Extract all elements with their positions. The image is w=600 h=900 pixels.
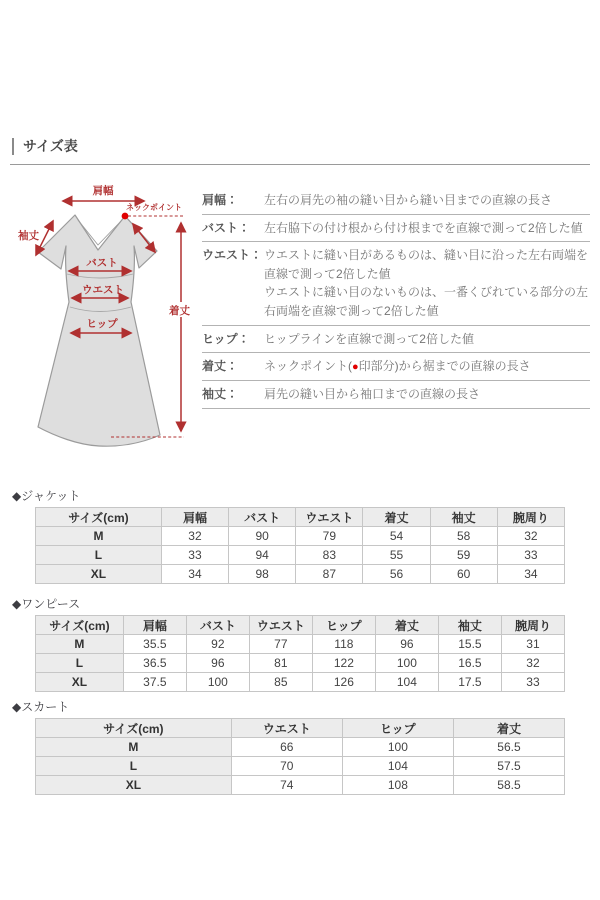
table-row [36,565,565,584]
section-label-onepiece: ◆ワンピース [12,597,81,611]
table-row [36,776,565,795]
size-label-cell: L [36,546,162,565]
value-cell: 16.5 [438,654,501,673]
value-cell: 104 [375,673,438,692]
definition-term: 肩幅： [202,193,239,207]
definition-row-sleeve [202,381,590,409]
definition-text: 左右の肩先の袖の縫い目から縫い目までの直線の長さ [264,193,553,207]
value-cell: 87 [296,565,363,584]
header-row [36,508,565,527]
definition-term: ウエスト： [202,248,263,263]
value-cell: 32 [497,527,564,546]
definition-row-waist [202,242,590,325]
value-cell: 58.5 [453,776,564,795]
value-cell: 32 [161,527,228,546]
definition-row-length [202,353,590,381]
definition-term: ヒップ： [202,331,250,346]
jacket-size-table [35,507,565,584]
value-cell: 32 [501,654,564,673]
column-header: 肩幅 [161,508,228,527]
value-cell: 96 [186,654,249,673]
value-cell: 92 [186,635,249,654]
definition-text: 左右脇下の付け根から付け根までを直線で測って2倍した値 [264,220,583,235]
value-cell: 108 [342,776,453,795]
size-label-cell: XL [36,673,124,692]
value-cell: 54 [363,527,430,546]
garment-length-label: 着丈 [169,305,190,317]
column-header: ウエスト [296,508,363,527]
value-cell: 15.5 [438,635,501,654]
size-label-cell: M [36,527,162,546]
value-cell: 56 [363,565,430,584]
measurement-definitions [202,187,590,409]
dress-measurement-diagram [10,180,202,470]
column-header: 腕周り [497,508,564,527]
jacket-section [10,487,590,584]
value-cell: 33 [497,546,564,565]
column-header: 肩幅 [123,616,186,635]
value-cell: 33 [161,546,228,565]
column-header: ウエスト [231,719,342,738]
skirt-section [10,698,590,795]
definition-text [264,246,590,320]
value-cell: 77 [249,635,312,654]
column-header: 着丈 [375,616,438,635]
definition-row-hip [202,326,590,354]
value-cell: 33 [501,673,564,692]
title-divider [10,164,590,165]
column-header: 着丈 [453,719,564,738]
value-cell: 36.5 [123,654,186,673]
size-label-cell: L [36,757,232,776]
value-cell: 35.5 [123,635,186,654]
value-cell: 98 [229,565,296,584]
red-dot-mark: ● [352,361,359,374]
header-row [36,719,565,738]
value-cell: 55 [363,546,430,565]
length-definition-post: 印部分)から裾までの直線の長さ [358,359,531,374]
neck-point-dot [122,213,129,220]
value-cell: 81 [249,654,312,673]
bust-label: バスト [86,257,118,269]
page-title: サイズ表 [12,138,590,155]
value-cell: 31 [501,635,564,654]
value-cell: 96 [375,635,438,654]
value-cell: 70 [231,757,342,776]
size-label-cell: M [36,635,124,654]
definition-row-bust [202,215,590,243]
table-row [36,673,565,692]
measurement-guide-section [10,180,590,470]
value-cell: 83 [296,546,363,565]
waist-label: ウエスト [82,284,124,296]
hip-label: ヒップ [86,318,118,330]
size-label-cell: M [36,738,232,757]
size-label-cell: XL [36,776,232,795]
value-cell: 74 [231,776,342,795]
column-header: サイズ(cm) [36,616,124,635]
table-row [36,635,565,654]
section-label-jacket: ◆ジャケット [12,489,81,503]
waist-definition-line2: ウエストに縫い目のないものは、一番くびれている部分の左右両端を直線で測って2倍した値 [264,285,589,318]
value-cell: 104 [342,757,453,776]
value-cell: 56.5 [453,738,564,757]
size-label-cell: L [36,654,124,673]
column-header: ヒップ [312,616,375,635]
value-cell: 60 [430,565,497,584]
column-header: 袖丈 [438,616,501,635]
onepiece-size-table [35,615,565,692]
size-label-cell: XL [36,565,162,584]
value-cell: 57.5 [453,757,564,776]
column-header: 袖丈 [430,508,497,527]
definition-term: 袖丈： [202,387,239,402]
value-cell: 37.5 [123,673,186,692]
definition-text: 肩先の縫い目から袖口までの直線の長さ [264,387,481,402]
value-cell: 90 [229,527,296,546]
value-cell: 34 [497,565,564,584]
table-row [36,527,565,546]
value-cell: 118 [312,635,375,654]
value-cell: 85 [249,673,312,692]
value-cell: 126 [312,673,375,692]
neck-point-label: ネックポイント [126,203,182,212]
column-header: 腕周り [501,616,564,635]
table-row [36,546,565,565]
table-row [36,738,565,757]
value-cell: 59 [430,546,497,565]
sleeve-length-label: 袖丈 [18,230,39,242]
value-cell: 94 [229,546,296,565]
value-cell: 66 [231,738,342,757]
column-header: サイズ(cm) [36,719,232,738]
section-label-skirt: ◆スカート [12,700,70,714]
value-cell: 79 [296,527,363,546]
column-header: バスト [186,616,249,635]
value-cell: 100 [186,673,249,692]
header-row [36,616,565,635]
skirt-size-table [35,718,565,795]
shoulder-width-label: 肩幅 [92,185,114,197]
onepiece-section [10,595,590,692]
definition-row-shoulder [202,187,590,215]
definition-text [264,357,590,376]
value-cell: 58 [430,527,497,546]
value-cell: 17.5 [438,673,501,692]
definition-term: 着丈： [202,359,239,374]
column-header: ウエスト [249,616,312,635]
value-cell: 34 [161,565,228,584]
length-definition-pre: ネックポイント( [264,359,352,374]
value-cell: 100 [375,654,438,673]
table-row [36,757,565,776]
table-row [36,654,565,673]
value-cell: 122 [312,654,375,673]
definition-text: ヒップラインを直線で測って2倍した値 [264,331,474,346]
dress-outline [38,215,160,446]
dress-diagram-svg [10,180,202,465]
value-cell: 100 [342,738,453,757]
column-header: バスト [229,508,296,527]
waist-definition-line1: ウエストに縫い目があるものは、縫い目に沿った左右両端を直線で測って2倍した値 [264,248,589,281]
column-header: 着丈 [363,508,430,527]
column-header: サイズ(cm) [36,508,162,527]
definition-term: バスト： [202,220,251,235]
column-header: ヒップ [342,719,453,738]
